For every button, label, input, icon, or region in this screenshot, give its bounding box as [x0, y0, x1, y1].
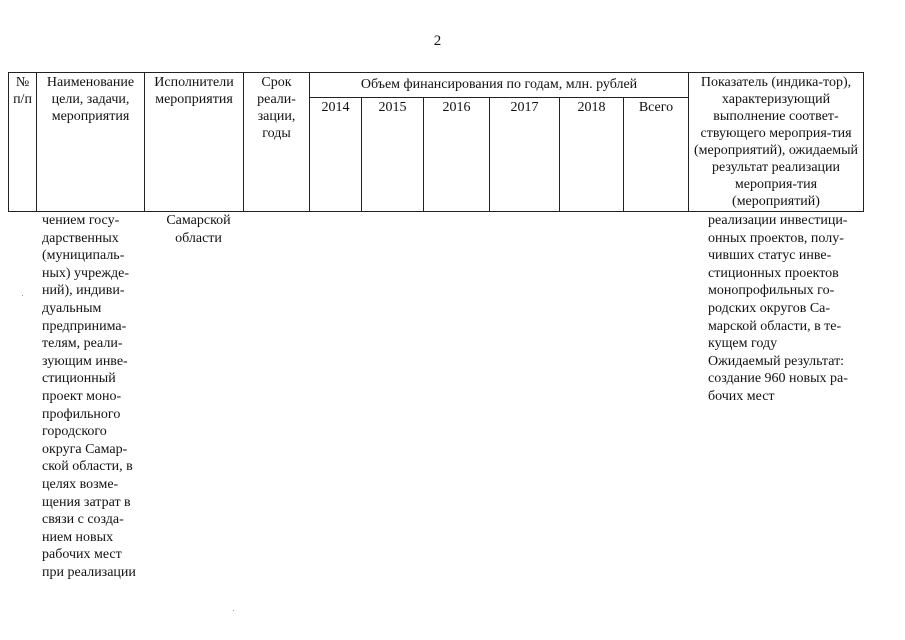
text-line: реализации инвестици-: [708, 213, 848, 228]
header-term: Срок реали-зации, годы: [244, 73, 310, 212]
text-line: проект моно-: [42, 388, 122, 404]
text-line: области: [175, 230, 222, 246]
text-line: при реализации: [42, 564, 136, 580]
text-line: Самарской: [166, 213, 231, 228]
text-line: ных) учрежде-: [42, 265, 129, 281]
text-line: онных проектов, полу-: [708, 230, 844, 246]
text-line: бочих мест: [708, 388, 775, 404]
text-line: дарственных: [42, 230, 119, 246]
scan-speck: [233, 610, 234, 611]
text-line: дуальным: [42, 300, 102, 316]
text-line: монопрофильных го-: [708, 283, 835, 299]
row-indicator-cell: [708, 212, 870, 406]
header-financing: Объем финансирования по годам, млн. рублей: [310, 73, 689, 98]
scan-speck: [22, 295, 23, 296]
text-line: стиционный: [42, 371, 116, 387]
row-name-cell: [42, 212, 148, 581]
text-line: создание 960 новых ра-: [708, 371, 848, 387]
text-line: ний), индиви-: [42, 283, 125, 299]
text-line: чивших статус инве-: [708, 248, 832, 264]
text-line: чением госу-: [42, 213, 120, 228]
text-line: марской области, в те-: [708, 318, 842, 334]
text-line: рабочих мест: [42, 547, 122, 563]
text-line: целях возме-: [42, 476, 119, 492]
text-line: щения затрат в: [42, 494, 131, 510]
text-line: кущем году: [708, 336, 778, 352]
text-line: зующим инве-: [42, 353, 128, 369]
text-line: городского: [42, 424, 107, 440]
header-num: № п/п: [9, 73, 37, 212]
text-line: нием новых: [42, 529, 114, 545]
text-line: профильного: [42, 406, 121, 422]
header-indicator: Показатель (индика-тор), характеризующий выполнение соответ-ствующего мероприя-тия (мероприятий), ожидаемый результат реализации мероприя-тия (мероприятий): [689, 73, 864, 212]
row-executor-cell: [150, 212, 247, 247]
program-table: [8, 72, 864, 212]
header-name: Наименование цели, задачи, мероприятия: [37, 73, 145, 212]
text-line: предпринима-: [42, 318, 127, 334]
header-year-2018: 2018: [560, 98, 624, 212]
text-line: ской области, в: [42, 459, 133, 475]
header-year-2015: 2015: [362, 98, 424, 212]
text-line: телям, реали-: [42, 336, 123, 352]
text-line: округа Самар-: [42, 441, 128, 457]
header-executors: Исполнители мероприятия: [145, 73, 244, 212]
text-line: стиционных проектов: [708, 265, 839, 281]
text-line: (муниципаль-: [42, 248, 125, 264]
page-number: 2: [433, 33, 442, 49]
header-year-2014: 2014: [310, 98, 362, 212]
text-line: связи с созда-: [42, 512, 124, 528]
text-line: Ожидаемый результат:: [708, 353, 845, 369]
header-year-2017: 2017: [490, 98, 560, 212]
header-year-2016: 2016: [424, 98, 490, 212]
text-line: родских округов Са-: [708, 300, 831, 316]
header-total: Всего: [624, 98, 689, 212]
